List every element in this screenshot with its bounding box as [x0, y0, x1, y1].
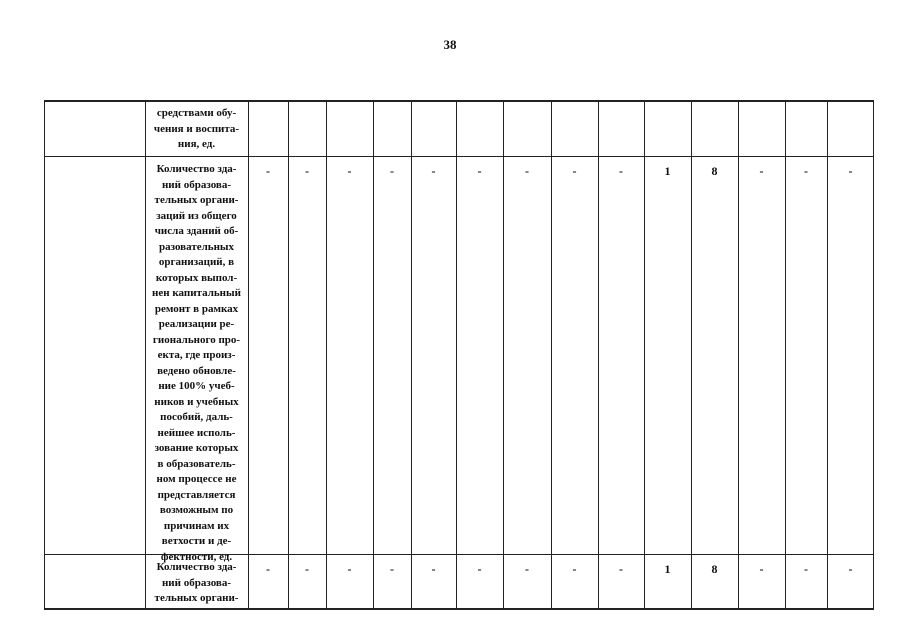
table-cell-value: -: [431, 164, 436, 178]
table-cell-value: -: [804, 164, 808, 178]
table-cell-value: -: [759, 562, 764, 576]
table-cell-value: -: [804, 562, 808, 576]
table-cell-value: 8: [711, 562, 718, 576]
table-cell-value: 1: [664, 562, 671, 576]
table-cell-value: 1: [664, 164, 671, 178]
table-cell-value: -: [477, 164, 482, 178]
table-cell-value: -: [572, 164, 577, 178]
row-description: средствами обу- чения и воспита- ния, ед.: [153, 107, 240, 150]
table-cell-value: -: [390, 164, 394, 178]
table-cell-value: -: [266, 164, 270, 178]
table-cell-value: -: [619, 562, 623, 576]
table-cell-value: -: [848, 164, 853, 178]
table-cell-value: -: [572, 562, 577, 576]
table-cell-value: -: [347, 562, 352, 576]
table-cell-value: 8: [711, 164, 718, 178]
table-cell-value: -: [525, 562, 529, 576]
table-cell-value: -: [848, 562, 853, 576]
table-column-border: [145, 100, 146, 610]
table-cell-value: -: [619, 164, 623, 178]
table-row-border: [44, 156, 874, 157]
row-description: Количество зда- ний образова- тельных органи-: [154, 561, 239, 604]
data-table: [44, 100, 874, 610]
table-cell-value: -: [390, 562, 394, 576]
table-column-border: [44, 100, 45, 610]
table-row-border: [44, 100, 874, 102]
table-cell-value: -: [347, 164, 352, 178]
table-cell-value: -: [305, 562, 309, 576]
table-cell-value: -: [525, 164, 529, 178]
row-description: Количество зда- ний образова- тельных органи- заций из общего числа зданий об- разовательных организаций, в которых выпол- нен капитальный ремонт в рамках реализации ре- гионального про- екта, где произ- ведено обновле- ние 100% учеб- ников и учебных пособий, даль- нейшее исполь- зование которых в образователь- ном процессе не представляется возможным по причинам их ветхости и де- фектности, ед.: [152, 163, 241, 563]
table-cell-value: -: [759, 164, 764, 178]
table-cell-value: -: [305, 164, 309, 178]
page-number: 38: [443, 37, 457, 52]
table-cell-value: -: [266, 562, 270, 576]
table-row-border: [44, 608, 874, 610]
table-cell-value: -: [477, 562, 482, 576]
table-cell-value: -: [431, 562, 436, 576]
